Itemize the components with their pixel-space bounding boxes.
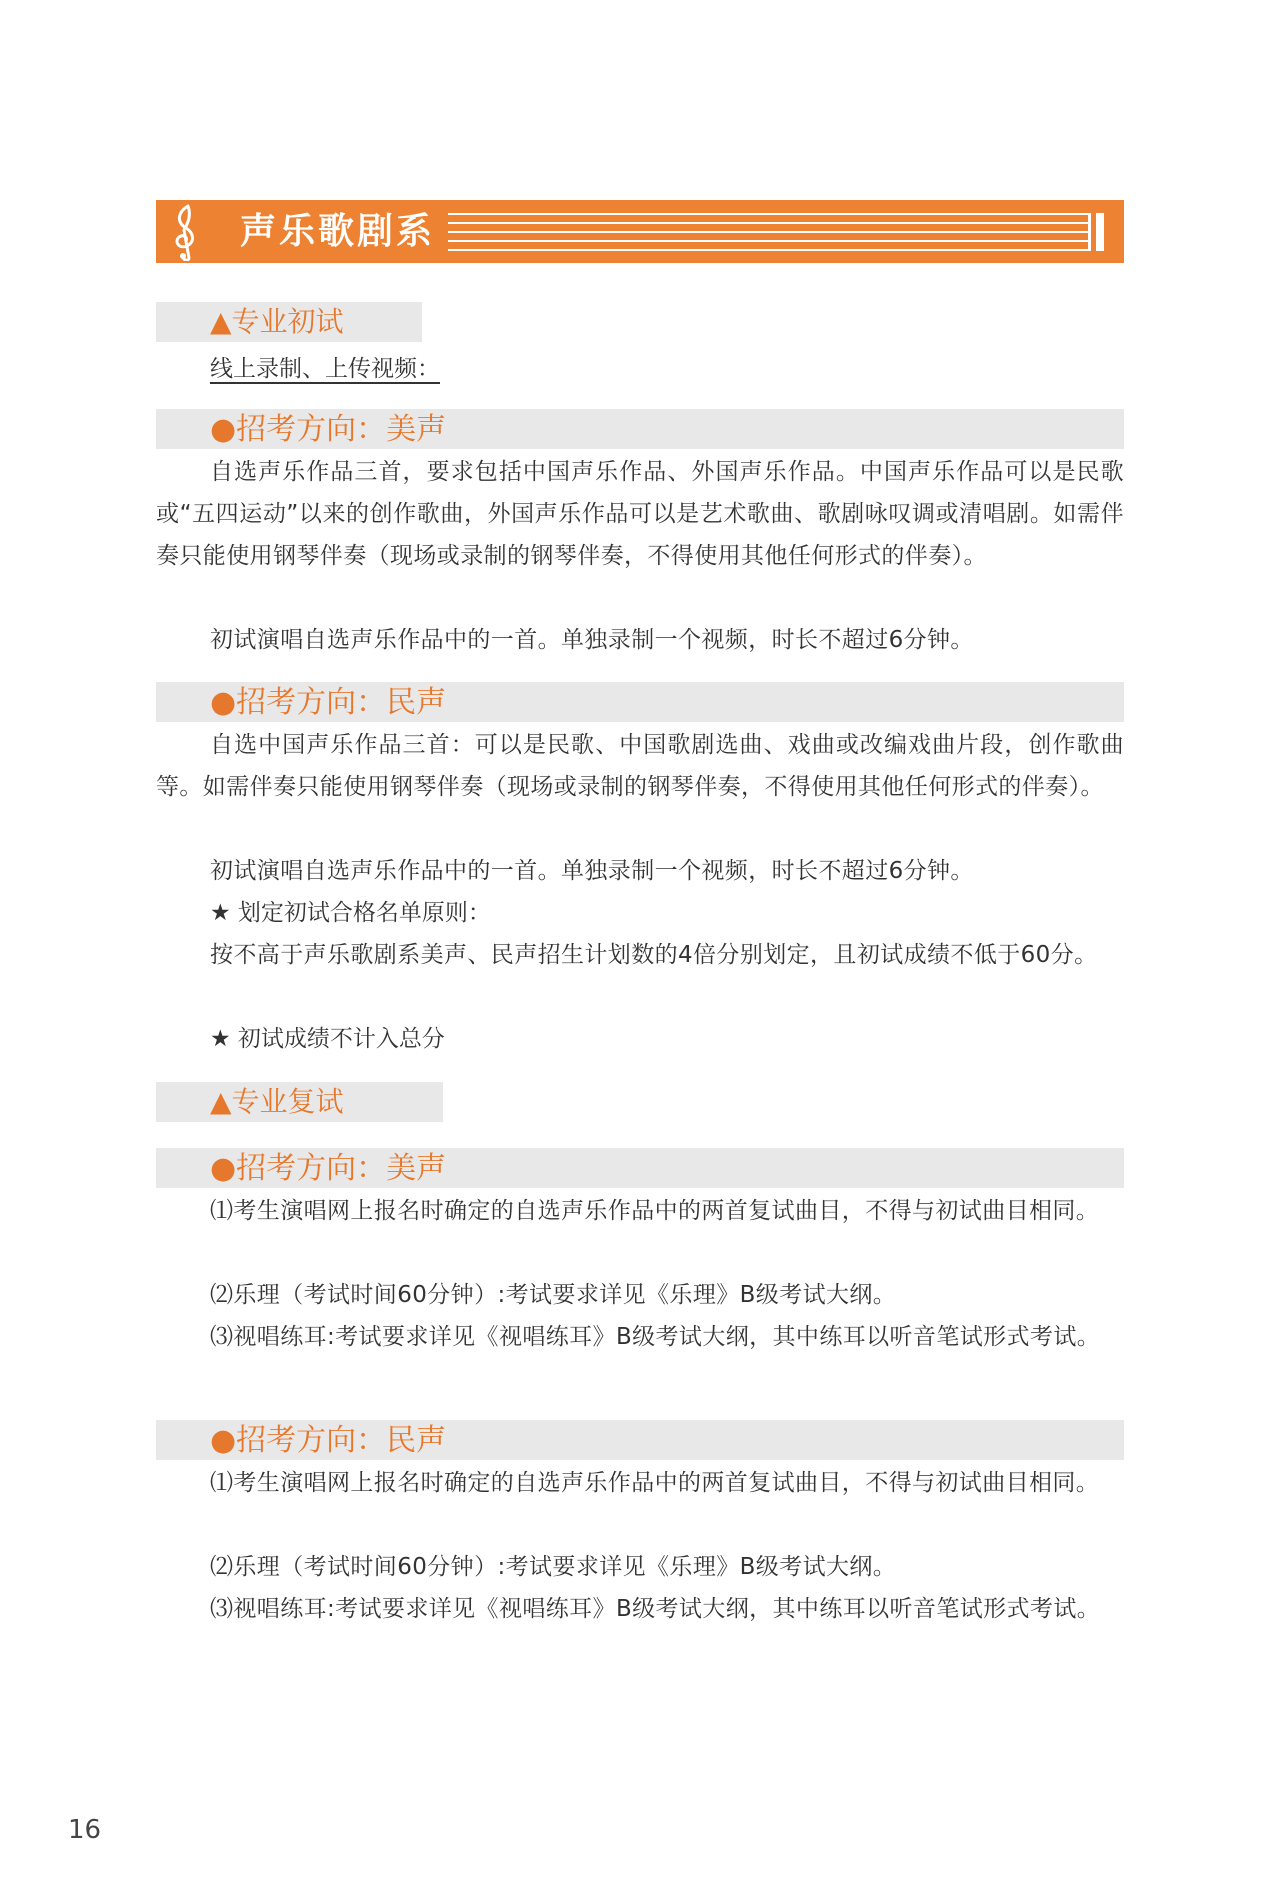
prelim-meisheng-video-note: 初试演唱自选声乐作品中的一首。单独录制一个视频，时长不超过6分钟。 [210, 627, 974, 653]
prelim-rule-heading: ★ 划定初试合格名单原则： [210, 900, 491, 926]
treble-clef-icon [168, 202, 204, 261]
prelim-minsheng-requirements: 自选中国声乐作品三首：可以是民歌、中国歌剧选曲、戏曲或改编戏曲片段，创作歌曲等。如需伴奏只能使用钢琴伴奏（现场或录制的钢琴伴奏，不得使用其他任何形式的伴奏）。 [156, 732, 1124, 800]
prelim-score-note: ★ 初试成绩不计入总分 [210, 1026, 445, 1052]
retest-minsheng-item-3: ⑶视唱练耳:考试要求详见《视唱练耳》B级考试大纲，其中练耳以听音笔试形式考试。 [210, 1596, 1101, 1622]
page-number: 16 [68, 1815, 102, 1845]
section-heading-retest: ▲专业复试 [156, 1082, 443, 1122]
prelim-rule-text: 按不高于声乐歌剧系美声、民声招生计划数的4倍分别划定，且初试成绩不低于60分。 [210, 942, 1098, 968]
department-title: 声乐歌剧系 [240, 210, 436, 252]
prelim-minsheng-video-note: 初试演唱自选声乐作品中的一首。单独录制一个视频，时长不超过6分钟。 [210, 858, 974, 884]
prelim-meisheng-requirements: 自选声乐作品三首，要求包括中国声乐作品、外国声乐作品。中国声乐作品可以是民歌或“五四运动”以来的创作歌曲，外国声乐作品可以是艺术歌曲、歌剧咏叹调或清唱剧。如需伴奏只能使用钢琴伴奏（现场或录制的钢琴伴奏，不得使用其他任何形式的伴奏）。 [156, 459, 1124, 569]
section-heading-prelim: ▲专业初试 [156, 302, 422, 342]
retest-meisheng-item-3: ⑶视唱练耳:考试要求详见《视唱练耳》B级考试大纲，其中练耳以听音笔试形式考试。 [210, 1324, 1101, 1350]
music-staff-lines-icon [448, 212, 1108, 252]
direction-heading-meisheng-prelim: ●招考方向：美声 [156, 409, 1124, 449]
retest-minsheng-item-2: ⑵乐理（考试时间60分钟）:考试要求详见《乐理》B级考试大纲。 [210, 1554, 897, 1580]
retest-minsheng-item-1: ⑴考生演唱网上报名时确定的自选声乐作品中的两首复试曲目，不得与初试曲目相同。 [210, 1470, 1100, 1496]
department-banner [156, 200, 1124, 263]
retest-meisheng-item-1: ⑴考生演唱网上报名时确定的自选声乐作品中的两首复试曲目，不得与初试曲目相同。 [210, 1198, 1100, 1224]
direction-heading-minsheng-prelim: ●招考方向：民声 [156, 682, 1124, 722]
retest-meisheng-item-2: ⑵乐理（考试时间60分钟）:考试要求详见《乐理》B级考试大纲。 [210, 1282, 897, 1308]
prelim-upload-note: 线上录制、上传视频： [210, 356, 440, 382]
direction-heading-meisheng-retest: ●招考方向：美声 [156, 1148, 1124, 1188]
direction-heading-minsheng-retest: ●招考方向：民声 [156, 1420, 1124, 1460]
